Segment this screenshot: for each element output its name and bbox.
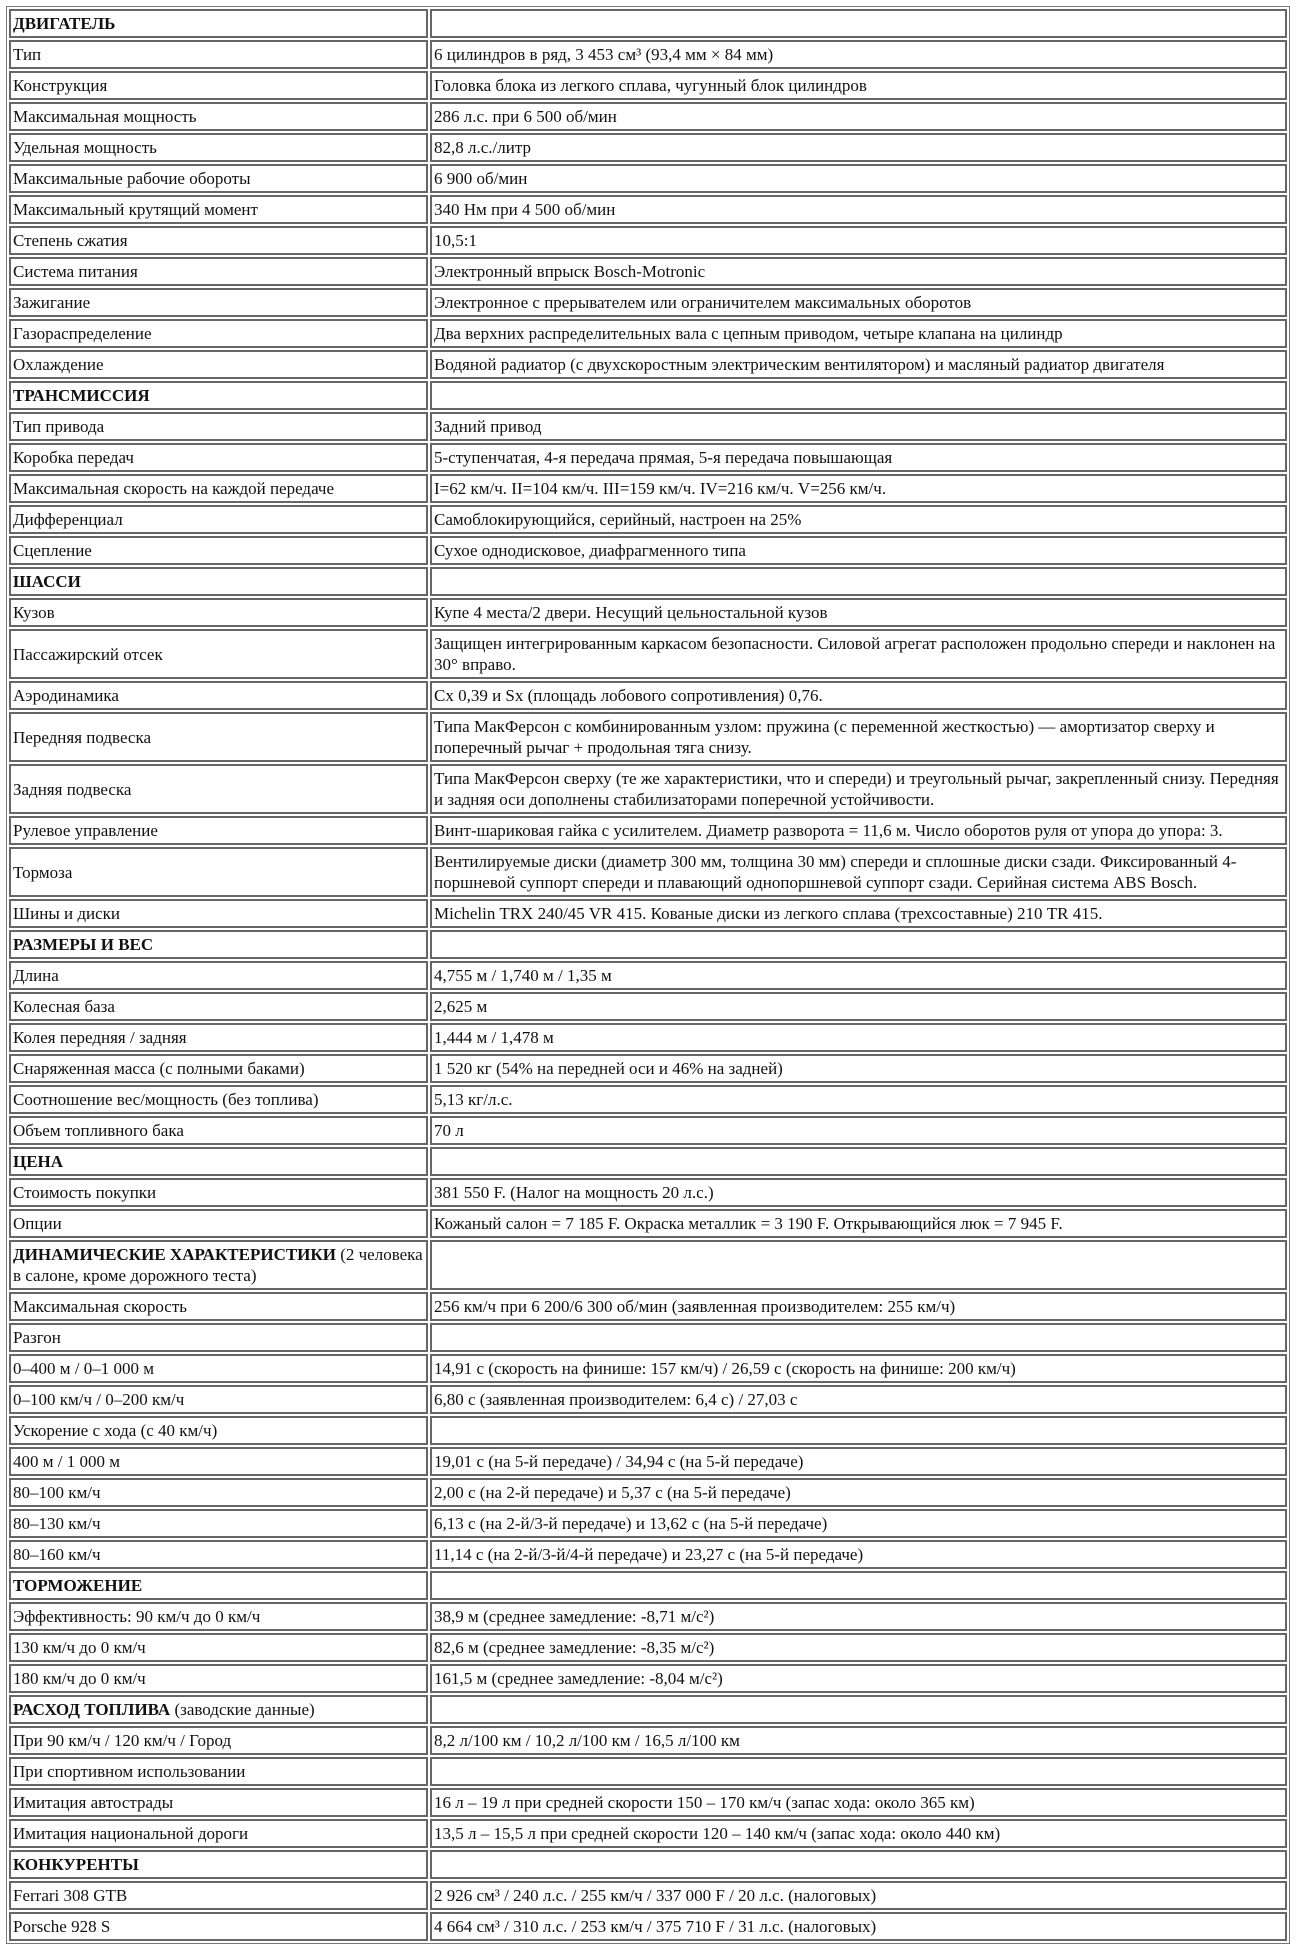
section-title: РАСХОД ТОПЛИВА: [13, 1700, 171, 1719]
section-title: ТОРМОЖЕНИЕ: [13, 1576, 143, 1595]
section-header-row: [9, 1240, 1287, 1290]
table-row: [9, 319, 1287, 348]
section-header-row: [9, 1850, 1287, 1879]
section-empty-cell: [430, 1695, 1287, 1724]
table-row: [9, 474, 1287, 503]
spec-label: Сцепление: [9, 536, 428, 565]
table-row: [9, 992, 1287, 1021]
spec-value: Электронное с прерывателем или ограничителем максимальных оборотов: [430, 288, 1287, 317]
section-title-cell: [9, 381, 428, 410]
table-row: [9, 412, 1287, 441]
spec-label: При спортивном использовании: [9, 1757, 428, 1786]
spec-value: 161,5 м (среднее замедление: -8,04 м/с²): [430, 1664, 1287, 1693]
table-row: [9, 226, 1287, 255]
spec-label: Соотношение вес/мощность (без топлива): [9, 1085, 428, 1114]
section-title: ЦЕНА: [13, 1152, 64, 1171]
section-title-cell: [9, 9, 428, 38]
spec-value: 5-ступенчатая, 4-я передача прямая, 5-я передача повышающая: [430, 443, 1287, 472]
spec-label: Имитация автострады: [9, 1788, 428, 1817]
table-row: [9, 1209, 1287, 1238]
spec-value: 340 Нм при 4 500 об/мин: [430, 195, 1287, 224]
spec-value: Вентилируемые диски (диаметр 300 мм, толщина 30 мм) спереди и сплошные диски сзади. Фиксированный 4-поршневой суппорт спереди и плавающий однопоршневой суппорт сзади. Серийная система ABS Bosch.: [430, 847, 1287, 897]
table-row: [9, 164, 1287, 193]
section-title-cell: [9, 1147, 428, 1176]
spec-label: Максимальные рабочие обороты: [9, 164, 428, 193]
table-row: [9, 712, 1287, 762]
spec-value: 13,5 л – 15,5 л при средней скорости 120 – 140 км/ч (запас хода: около 440 км): [430, 1819, 1287, 1848]
spec-label: Пассажирский отсек: [9, 629, 428, 679]
section-title: ДВИГАТЕЛЬ: [13, 14, 116, 33]
spec-value: 14,91 с (скорость на финише: 157 км/ч) / 26,59 с (скорость на финише: 200 км/ч): [430, 1354, 1287, 1383]
spec-value: Винт-шариковая гайка с усилителем. Диаметр разворота = 11,6 м. Число оборотов руля от упора до упора: 3.: [430, 816, 1287, 845]
spec-label: Дифференциал: [9, 505, 428, 534]
table-row: [9, 1633, 1287, 1662]
spec-value: 6,80 с (заявленная производителем: 6,4 с) / 27,03 с: [430, 1385, 1287, 1414]
spec-value: Типа МакФерсон с комбинированным узлом: пружина (с переменной жесткостью) — амортизатор сверху и поперечный рычаг + продольная тяга снизу.: [430, 712, 1287, 762]
spec-value: 4 664 см³ / 310 л.с. / 253 км/ч / 375 710 F / 31 л.с. (налоговых): [430, 1912, 1287, 1941]
spec-value: 38,9 м (среднее замедление: -8,71 м/с²): [430, 1602, 1287, 1631]
spec-value: Самоблокирующийся, серийный, настроен на 25%: [430, 505, 1287, 534]
table-row: [9, 847, 1287, 897]
section-title-cell: [9, 1850, 428, 1879]
section-title: ДИНАМИЧЕСКИЕ ХАРАКТЕРИСТИКИ: [13, 1245, 336, 1264]
spec-label: Разгон: [9, 1323, 428, 1352]
spec-label: Имитация национальной дороги: [9, 1819, 428, 1848]
spec-label: 180 км/ч до 0 км/ч: [9, 1664, 428, 1693]
spec-value: 381 550 F. (Налог на мощность 20 л.с.): [430, 1178, 1287, 1207]
table-row: [9, 1881, 1287, 1910]
table-row: [9, 1447, 1287, 1476]
section-header-row: [9, 1695, 1287, 1724]
spec-label: Тип: [9, 40, 428, 69]
section-empty-cell: [430, 9, 1287, 38]
spec-label: Охлаждение: [9, 350, 428, 379]
table-row: [9, 1292, 1287, 1321]
section-title: ТРАНСМИССИЯ: [13, 386, 150, 405]
spec-label: Объем топливного бака: [9, 1116, 428, 1145]
spec-value: I=62 км/ч. II=104 км/ч. III=159 км/ч. IV=216 км/ч. V=256 км/ч.: [430, 474, 1287, 503]
table-row: [9, 598, 1287, 627]
spec-value: 6,13 с (на 2-й/3-й передаче) и 13,62 с (на 5-й передаче): [430, 1509, 1287, 1538]
spec-value: 70 л: [430, 1116, 1287, 1145]
spec-label: Ferrari 308 GTB: [9, 1881, 428, 1910]
spec-label: Максимальный крутящий момент: [9, 195, 428, 224]
table-row: [9, 1085, 1287, 1114]
section-title-cell: [9, 930, 428, 959]
table-row: [9, 505, 1287, 534]
spec-value: Cx 0,39 и Sx (площадь лобового сопротивления) 0,76.: [430, 681, 1287, 710]
spec-label: Передняя подвеска: [9, 712, 428, 762]
spec-value: Типа МакФерсон сверху (те же характеристики, что и спереди) и треугольный рычаг, закрепленный снизу. Передняя и задняя оси дополнены стабилизаторами поперечной устойчивости.: [430, 764, 1287, 814]
spec-label: Porsche 928 S: [9, 1912, 428, 1941]
spec-label: Рулевое управление: [9, 816, 428, 845]
table-row: [9, 629, 1287, 679]
spec-value: 4,755 м / 1,740 м / 1,35 м: [430, 961, 1287, 990]
section-header-row: [9, 9, 1287, 38]
table-row: [9, 1478, 1287, 1507]
spec-table-body: [9, 9, 1287, 1941]
spec-value: 11,14 с (на 2-й/3-й/4-й передаче) и 23,27 с (на 5-й передаче): [430, 1540, 1287, 1569]
section-title-cell: [9, 1695, 428, 1724]
spec-label: Колесная база: [9, 992, 428, 1021]
section-note: (2 человека в салоне, кроме дорожного теста): [13, 1245, 423, 1285]
spec-value: 16 л – 19 л при средней скорости 150 – 170 км/ч (запас хода: около 365 км): [430, 1788, 1287, 1817]
spec-value: 82,6 м (среднее замедление: -8,35 м/с²): [430, 1633, 1287, 1662]
spec-label: Снаряженная масса (с полными баками): [9, 1054, 428, 1083]
section-title-cell: [9, 1571, 428, 1600]
spec-label: Стоимость покупки: [9, 1178, 428, 1207]
section-header-row: [9, 567, 1287, 596]
table-row: [9, 350, 1287, 379]
spec-label: Максимальная мощность: [9, 102, 428, 131]
section-header-row: [9, 1571, 1287, 1600]
spec-value: Задний привод: [430, 412, 1287, 441]
spec-label: Тип привода: [9, 412, 428, 441]
section-empty-cell: [430, 1147, 1287, 1176]
spec-label: Зажигание: [9, 288, 428, 317]
section-note: (заводские данные): [174, 1700, 315, 1719]
spec-value: Michelin TRX 240/45 VR 415. Кованые диски из легкого сплава (трехсоставные) 210 TR 415.: [430, 899, 1287, 928]
spec-label: Шины и диски: [9, 899, 428, 928]
spec-label: Опции: [9, 1209, 428, 1238]
table-row: [9, 1540, 1287, 1569]
spec-label: Колея передняя / задняя: [9, 1023, 428, 1052]
spec-label: Тормоза: [9, 847, 428, 897]
spec-value: Водяной радиатор (с двухскоростным электрическим вентилятором) и масляный радиатор двигателя: [430, 350, 1287, 379]
table-row: [9, 961, 1287, 990]
spec-value: 19,01 с (на 5-й передаче) / 34,94 с (на 5-й передаче): [430, 1447, 1287, 1476]
spec-value: 6 цилиндров в ряд, 3 453 см³ (93,4 мм × 84 мм): [430, 40, 1287, 69]
spec-label: Кузов: [9, 598, 428, 627]
spec-table: [6, 6, 1290, 1944]
spec-value: 1,444 м / 1,478 м: [430, 1023, 1287, 1052]
table-row: [9, 1354, 1287, 1383]
spec-label: 0–100 км/ч / 0–200 км/ч: [9, 1385, 428, 1414]
spec-label: Ускорение с хода (с 40 км/ч): [9, 1416, 428, 1445]
table-row: [9, 1819, 1287, 1848]
spec-label: Аэродинамика: [9, 681, 428, 710]
table-row: [9, 681, 1287, 710]
table-row: [9, 1757, 1287, 1786]
spec-value: 5,13 кг/л.с.: [430, 1085, 1287, 1114]
spec-label: Эффективность: 90 км/ч до 0 км/ч: [9, 1602, 428, 1631]
spec-label: 80–160 км/ч: [9, 1540, 428, 1569]
table-row: [9, 257, 1287, 286]
table-row: [9, 1323, 1287, 1352]
table-row: [9, 133, 1287, 162]
spec-label: Коробка передач: [9, 443, 428, 472]
spec-value: Кожаный салон = 7 185 F. Окраска металлик = 3 190 F. Открывающийся люк = 7 945 F.: [430, 1209, 1287, 1238]
spec-label: Степень сжатия: [9, 226, 428, 255]
spec-value: Купе 4 места/2 двери. Несущий цельностальной кузов: [430, 598, 1287, 627]
spec-value: 2 926 см³ / 240 л.с. / 255 км/ч / 337 000 F / 20 л.с. (налоговых): [430, 1881, 1287, 1910]
section-empty-cell: [430, 567, 1287, 596]
table-row: [9, 443, 1287, 472]
spec-value: Защищен интегрированным каркасом безопасности. Силовой агрегат расположен продольно спереди и наклонен на 30° вправо.: [430, 629, 1287, 679]
spec-label: Задняя подвеска: [9, 764, 428, 814]
spec-label: 80–130 км/ч: [9, 1509, 428, 1538]
table-row: [9, 1664, 1287, 1693]
spec-label: Максимальная скорость: [9, 1292, 428, 1321]
section-title: РАЗМЕРЫ И ВЕС: [13, 935, 154, 954]
table-row: [9, 1912, 1287, 1941]
section-header-row: [9, 1147, 1287, 1176]
section-title-cell: [9, 1240, 428, 1290]
spec-value: 2,00 с (на 2-й передаче) и 5,37 с (на 5-й передаче): [430, 1478, 1287, 1507]
table-row: [9, 1054, 1287, 1083]
spec-value: 256 км/ч при 6 200/6 300 об/мин (заявленная производителем: 255 км/ч): [430, 1292, 1287, 1321]
spec-label: Конструкция: [9, 71, 428, 100]
spec-label: Удельная мощность: [9, 133, 428, 162]
table-row: [9, 1023, 1287, 1052]
table-row: [9, 764, 1287, 814]
section-title: КОНКУРЕНТЫ: [13, 1855, 139, 1874]
table-row: [9, 102, 1287, 131]
spec-label: 80–100 км/ч: [9, 1478, 428, 1507]
table-row: [9, 536, 1287, 565]
table-row: [9, 1385, 1287, 1414]
spec-value: 1 520 кг (54% на передней оси и 46% на задней): [430, 1054, 1287, 1083]
section-empty-cell: [430, 930, 1287, 959]
spec-value: 8,2 л/100 км / 10,2 л/100 км / 16,5 л/100 км: [430, 1726, 1287, 1755]
spec-value: Сухое однодисковое, диафрагменного типа: [430, 536, 1287, 565]
spec-value: [430, 1416, 1287, 1445]
table-row: [9, 1416, 1287, 1445]
section-title-cell: [9, 567, 428, 596]
table-row: [9, 1726, 1287, 1755]
spec-value: 6 900 об/мин: [430, 164, 1287, 193]
spec-value: Электронный впрыск Bosch-Motronic: [430, 257, 1287, 286]
spec-value: [430, 1323, 1287, 1352]
section-empty-cell: [430, 1850, 1287, 1879]
table-row: [9, 71, 1287, 100]
spec-value: 10,5:1: [430, 226, 1287, 255]
section-title: ШАССИ: [13, 572, 81, 591]
spec-value: 2,625 м: [430, 992, 1287, 1021]
spec-label: Газораспределение: [9, 319, 428, 348]
table-row: [9, 40, 1287, 69]
section-header-row: [9, 930, 1287, 959]
section-empty-cell: [430, 1571, 1287, 1600]
spec-label: 130 км/ч до 0 км/ч: [9, 1633, 428, 1662]
spec-label: Система питания: [9, 257, 428, 286]
table-row: [9, 1178, 1287, 1207]
table-row: [9, 1509, 1287, 1538]
table-row: [9, 1602, 1287, 1631]
section-empty-cell: [430, 1240, 1287, 1290]
spec-label: 400 м / 1 000 м: [9, 1447, 428, 1476]
spec-label: При 90 км/ч / 120 км/ч / Город: [9, 1726, 428, 1755]
spec-value: Головка блока из легкого сплава, чугунный блок цилиндров: [430, 71, 1287, 100]
spec-label: Длина: [9, 961, 428, 990]
spec-value: 82,8 л.с./литр: [430, 133, 1287, 162]
spec-value: Два верхних распределительных вала с цепным приводом, четыре клапана на цилиндр: [430, 319, 1287, 348]
section-empty-cell: [430, 381, 1287, 410]
spec-label: Максимальная скорость на каждой передаче: [9, 474, 428, 503]
spec-label: 0–400 м / 0–1 000 м: [9, 1354, 428, 1383]
spec-value: [430, 1757, 1287, 1786]
table-row: [9, 288, 1287, 317]
section-header-row: [9, 381, 1287, 410]
table-row: [9, 1116, 1287, 1145]
table-row: [9, 816, 1287, 845]
spec-value: 286 л.с. при 6 500 об/мин: [430, 102, 1287, 131]
table-row: [9, 1788, 1287, 1817]
table-row: [9, 195, 1287, 224]
table-row: [9, 899, 1287, 928]
